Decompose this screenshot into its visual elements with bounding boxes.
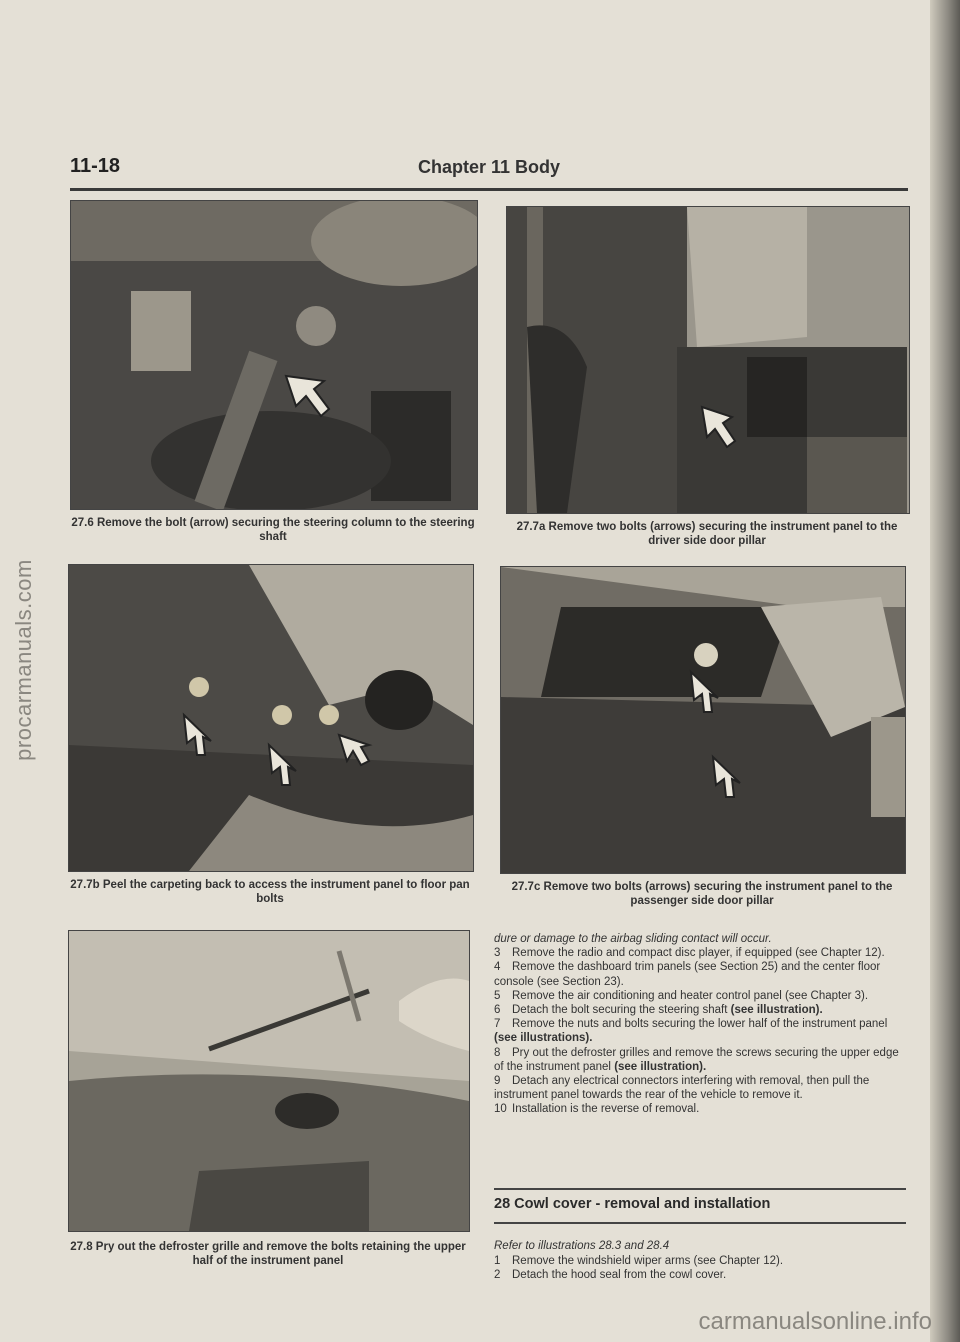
section-28-steps	[494, 1254, 906, 1282]
section-rule-top	[494, 1188, 906, 1190]
section-28-step-2: 2 Detach the hood seal from the cowl cover.	[494, 1269, 727, 1282]
photo-27-7a	[506, 206, 910, 514]
caption-27-7c: 27.7c Remove two bolts (arrows) securing the instrument panel to the passenger side door pillar	[511, 881, 893, 907]
step-7: 7 Remove the nuts and bolts securing the lower half of the instrument panel (see illustrations).	[494, 1018, 888, 1045]
page-edge-shadow	[930, 0, 960, 1342]
section-rule-bottom	[494, 1222, 906, 1224]
caption-27-7b: 27.7b Peel the carpeting back to access the instrument panel to floor pan bolts	[70, 879, 470, 905]
step-10: 10 Installation is the reverse of removal.	[494, 1103, 700, 1116]
steps-list	[494, 946, 906, 1116]
step-3: 3 Remove the radio and compact disc player, if equipped (see Chapter 12).	[494, 947, 885, 960]
page-number: 11-18	[70, 155, 121, 177]
watermark-bottom: carmanualsonline.info	[698, 1308, 932, 1335]
photo-27-7c	[500, 566, 906, 874]
section-28-reference: Refer to illustrations 28.3 and 28.4	[494, 1240, 670, 1252]
photo-27-6	[70, 200, 478, 510]
photo-27-7b	[68, 564, 474, 872]
caption-27-8: 27.8 Pry out the defroster grille and remove the bolts retaining the upper half of the instrument panel	[70, 1241, 466, 1267]
step-5: 5 Remove the air conditioning and heater control panel (see Chapter 3).	[494, 989, 869, 1002]
continuation-text: dure or damage to the airbag sliding contact will occur.	[494, 933, 772, 945]
caption-27-7a: 27.7a Remove two bolts (arrows) securing the instrument panel to the driver side door pillar	[516, 521, 898, 547]
section-28-step-1: 1 Remove the windshield wiper arms (see Chapter 12).	[494, 1255, 784, 1267]
header-rule	[70, 188, 908, 191]
page-header	[70, 155, 908, 189]
step-6: 6 Detach the bolt securing the steering shaft (see illustration).	[494, 1004, 823, 1017]
step-8: 8 Pry out the defroster grilles and remove the screws securing the upper edge of the instrument panel (see illustration).	[494, 1046, 899, 1073]
step-4: 4 Remove the dashboard trim panels (see Section 25) and the center floor console (see Section 23).	[494, 961, 881, 988]
chapter-title: Chapter 11 Body	[417, 157, 561, 177]
section-28-heading: 28 Cowl cover - removal and installation	[494, 1196, 771, 1212]
photo-27-8	[68, 930, 470, 1232]
caption-27-6: 27.6 Remove the bolt (arrow) securing the steering column to the steering shaft	[71, 517, 475, 543]
step-9: 9 Detach any electrical connectors interfering with removal, then pull the instrument panel towards the rear of the vehicle to remove it.	[494, 1075, 870, 1102]
body-text	[494, 932, 906, 1117]
watermark-left-text: procarmanuals.com	[11, 559, 36, 761]
watermark-left	[4, 560, 44, 760]
